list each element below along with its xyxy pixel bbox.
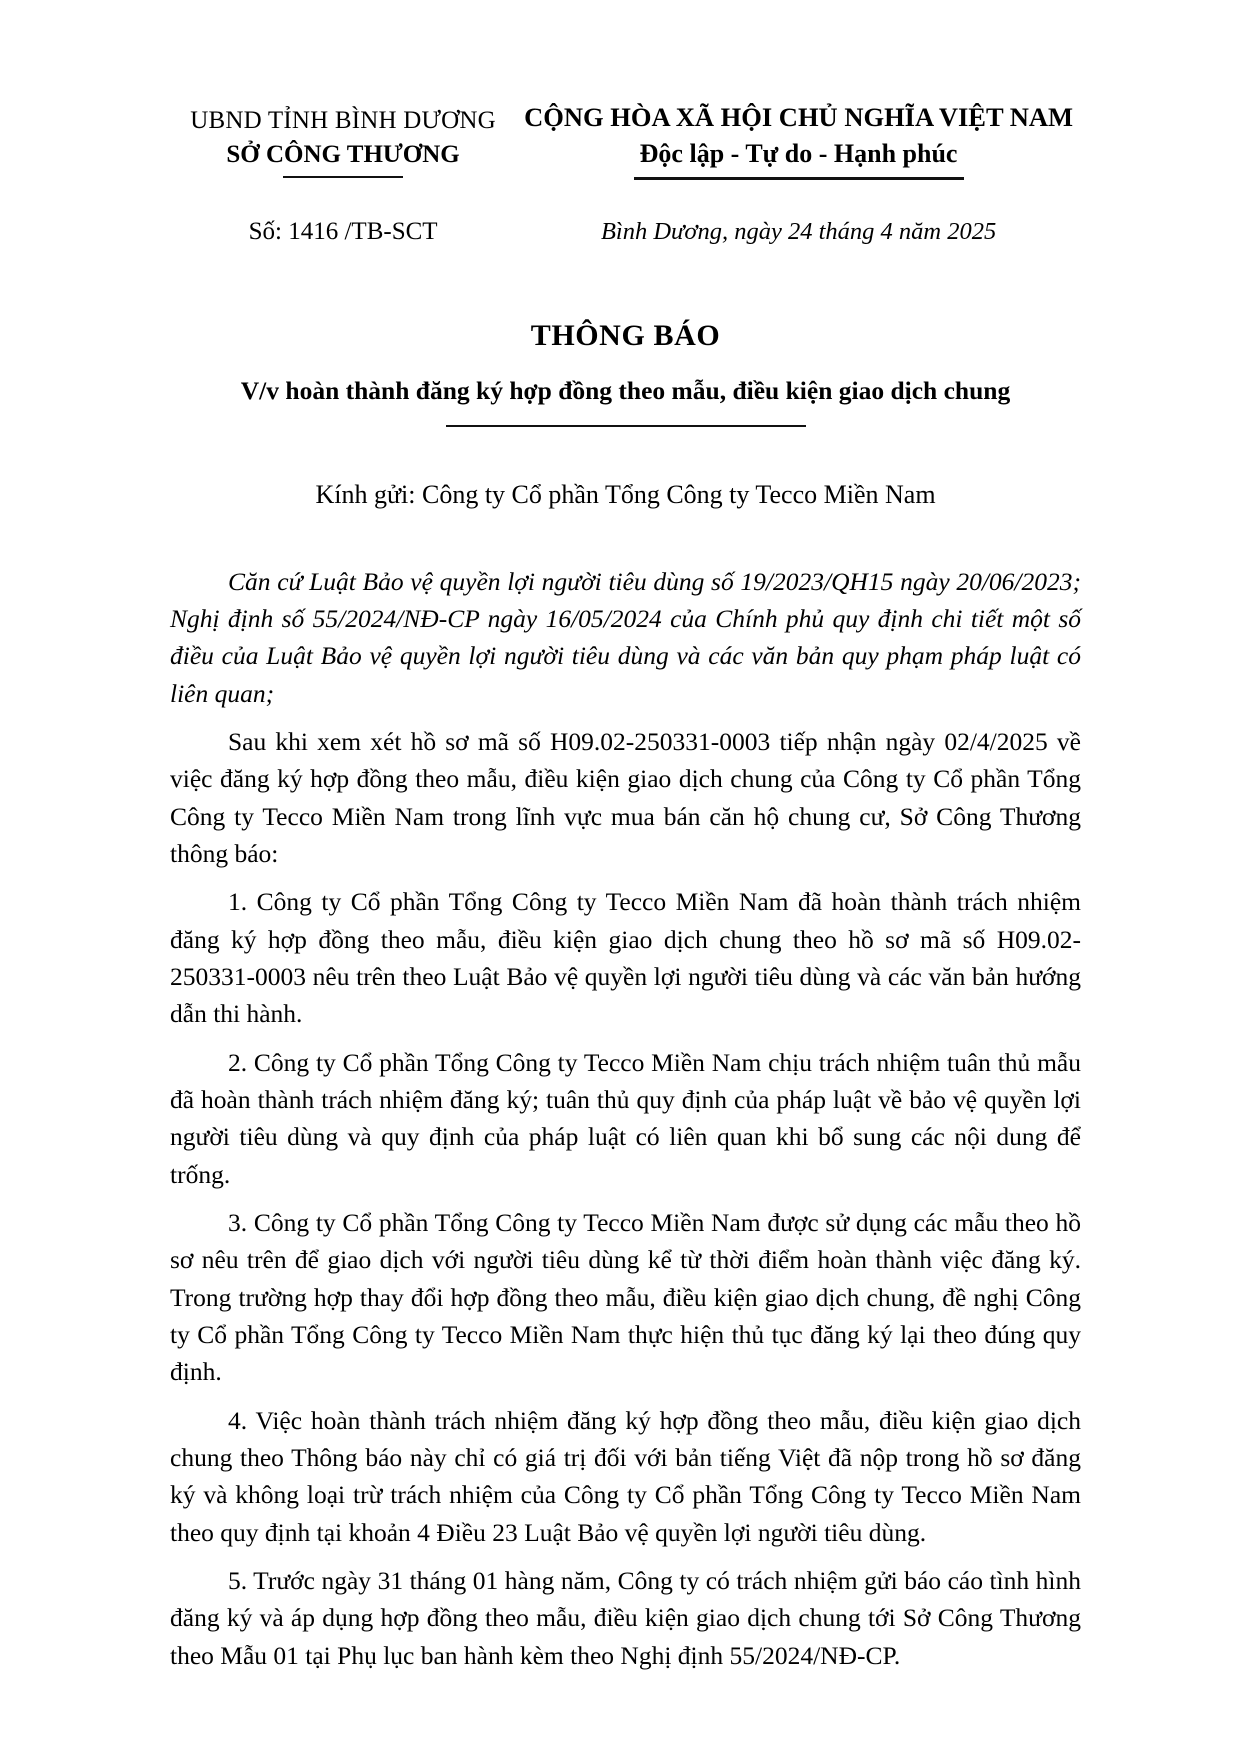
paragraph-item-3: 3. Công ty Cổ phần Tổng Công ty Tecco Miền Nam được sử dụng các mẫu theo hồ sơ nêu trên để giao dịch với người tiêu dùng kể từ thời điểm hoàn thành việc đăng ký. Trong trường hợp thay đổi hợp đồng theo mẫu, điều kiện giao dịch chung, đề nghị Công ty Cổ phần Tổng Công ty Tecco Miền Nam thực hiện thủ tục đăng ký lại theo đúng quy định. xyxy=(170,1208,1081,1387)
national-motto: Độc lập - Tự do - Hạnh phúc xyxy=(639,138,958,168)
place-and-date: Bình Dương, ngày 24 tháng 4 năm 2025 xyxy=(600,217,997,245)
document-body xyxy=(170,563,1081,1675)
issuing-authority-rule xyxy=(283,176,403,178)
paragraph-item-1: 1. Công ty Cổ phần Tổng Công ty Tecco Miền Nam đã hoàn thành trách nhiệm đăng ký hợp đồng theo mẫu, điều kiện giao dịch chung theo hồ sơ mã số H09.02-250331-0003 nêu trên theo Luật Bảo vệ quyền lợi người tiêu dùng và các văn bản hướng dẫn thi hành. xyxy=(170,887,1081,1029)
national-motto-rule xyxy=(634,177,964,180)
national-heading-block xyxy=(516,96,1081,180)
document-meta-row xyxy=(170,218,1081,246)
paragraph-item-2: 2. Công ty Cổ phần Tổng Công ty Tecco Miền Nam chịu trách nhiệm tuân thủ mẫu đã hoàn thành trách nhiệm đăng ký; tuân thủ quy định của pháp luật về bảo vệ quyền lợi người tiêu dùng và quy định của pháp luật có liên quan khi bổ sung các nội dung để trống. xyxy=(170,1047,1081,1189)
national-title: CỘNG HÒA XÃ HỘI CHỦ NGHĨA VIỆT NAM xyxy=(524,102,1074,132)
document-header xyxy=(170,96,1081,180)
recipient-line: Kính gửi: Công ty Cổ phần Tổng Công ty Tecco Miền Nam xyxy=(315,480,936,510)
paragraph-item-5: 5. Trước ngày 31 tháng 01 hàng năm, Công ty có trách nhiệm gửi báo cáo tình hình đăng ký và áp dụng hợp đồng theo mẫu, điều kiện giao dịch chung tới Sở Công Thương theo Mẫu 01 tại Phụ lục ban hành kèm theo Nghị định 55/2024/NĐ-CP. xyxy=(170,1566,1081,1670)
issuing-authority-department: SỞ CÔNG THƯƠNG xyxy=(226,140,460,168)
issuing-authority-province: UBND TỈNH BÌNH DƯƠNG xyxy=(190,107,496,134)
document-title-block xyxy=(170,318,1081,428)
document-number: Số: 1416 /TB-SCT xyxy=(248,217,438,245)
document-subject: V/v hoàn thành đăng ký hợp đồng theo mẫu, điều kiện giao dịch chung xyxy=(240,375,1011,405)
paragraph-preamble: Sau khi xem xét hồ sơ mã số H09.02-250331-0003 tiếp nhận ngày 02/4/2025 về việc đăng ký hợp đồng theo mẫu, điều kiện giao dịch chung của Công ty Cổ phần Tổng Công ty Tecco Miền Nam trong lĩnh vực mua bán căn hộ chung cư, Sở Công Thương thông báo: xyxy=(170,726,1081,868)
paragraph-item-4: 4. Việc hoàn thành trách nhiệm đăng ký hợp đồng theo mẫu, điều kiện giao dịch chung theo Thông báo này chỉ có giá trị đối với bản tiếng Việt đã nộp trong hồ sơ đăng ký và không loại trừ trách nhiệm của Công ty Cổ phần Tổng Công ty Tecco Miền Nam theo quy định tại khoản 4 Điều 23 Luật Bảo vệ quyền lợi người tiêu dùng. xyxy=(170,1405,1081,1547)
issuing-authority-block xyxy=(170,96,516,178)
document-title-rule xyxy=(446,425,806,428)
paragraph-legal-basis: Căn cứ Luật Bảo vệ quyền lợi người tiêu dùng số 19/2023/QH15 ngày 20/06/2023; Nghị định số 55/2024/NĐ-CP ngày 16/05/2024 của Chính phủ quy định chi tiết một số điều của Luật Bảo vệ quyền lợi người tiêu dùng và các văn bản quy phạm pháp luật có liên quan; xyxy=(170,566,1081,708)
document-type-title: THÔNG BÁO xyxy=(530,318,721,352)
